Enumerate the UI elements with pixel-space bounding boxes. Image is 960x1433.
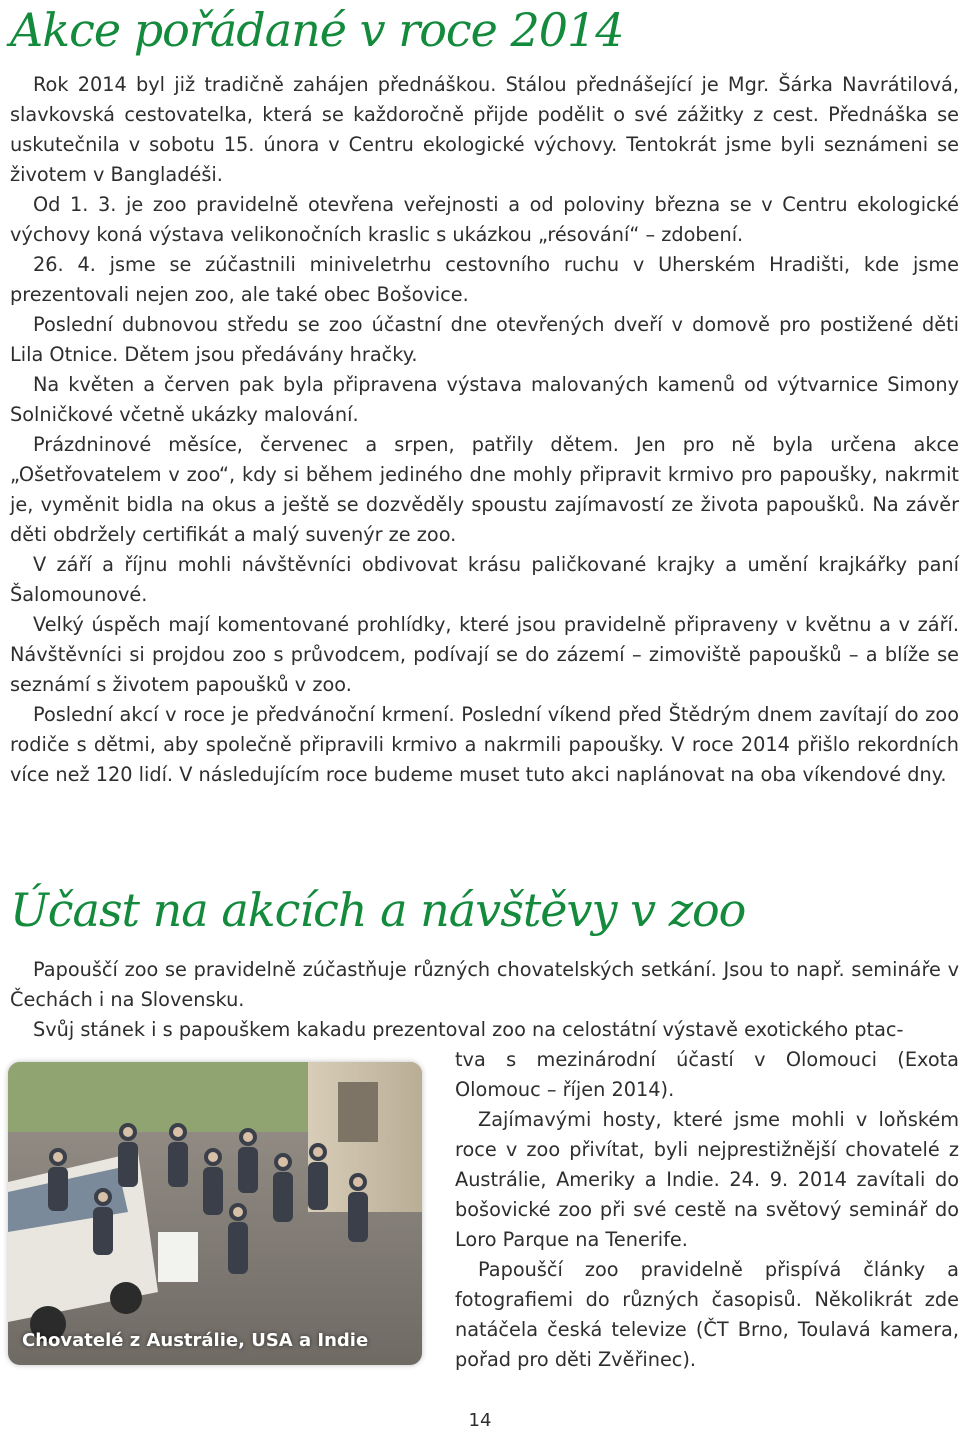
paragraph: Zajímavými hosty, které jsme mohli v loňském roce v zoo přivítat, byli nejprestižnější chovatelé z Austrálie, Ameriky a Indie. 24. 9. 2014 zavítali do bošovické zoo při své cestě na světový seminář do Loro Parque na Tenerife. [455, 1108, 959, 1251]
paragraph: Na květen a červen pak byla připravena výstava malovaných kamenů od výtvarnice Simony Solničkové včetně ukázky malování. [10, 373, 959, 426]
events-2014-text [10, 70, 959, 790]
paragraph: Prázdninové měsíce, červenec a srpen, patřily dětem. Jen pro ně byla určena akce „Ošetřovatelem v zoo“, kdy si během jediného dne mohly připravit krmivo pro papoušky, nakrmit je, vyměnit bidla na okus a ještě se dozvěděly spoustu zajímavostí ze života papoušků. Na závěr děti obdržely certifikát a malý suvenýr ze zoo. [10, 433, 959, 546]
breeders-group-photo [8, 1062, 422, 1365]
paragraph: Papouščí zoo se pravidelně zúčastňuje různých chovatelských setkání. Jsou to např. semináře v Čechách i na Slovensku. [10, 958, 959, 1011]
section-heading-participation: Účast na akcích a návštěvy v zoo [10, 883, 746, 937]
paragraph: 26. 4. jsme se zúčastnili miniveletrhu cestovního ruchu v Uherském Hradišti, kde jsme prezentovali nejen zoo, ale také obec Bošovice. [10, 253, 959, 306]
paragraph: Od 1. 3. je zoo pravidelně otevřena veřejnosti a od poloviny března se v Centru ekologické výchovy koná výstava velikonočních kraslic s ukázkou „résování“ – zdobení. [10, 193, 959, 246]
participation-text-top [10, 955, 959, 1045]
paragraph: Poslední dubnovou středu se zoo účastní dne otevřených dveří v domově pro postižené děti Lila Otnice. Dětem jsou předávány hračky. [10, 313, 959, 366]
paragraph: Svůj stánek i s papouškem kakadu prezentoval zoo na celostátní výstavě exotického ptac- [33, 1018, 904, 1041]
paragraph: Poslední akcí v roce je předvánoční krmení. Poslední víkend před Štědrým dnem zavítají do zoo rodiče s dětmi, aby společně připravili krmivo a nakrmili papoušky. V roce 2014 přišlo rekordních více než 120 lidí. V následujícím roce budeme muset tuto akci naplánovat na oba víkendové dny. [10, 703, 959, 786]
paragraph: V září a říjnu mohli návštěvníci obdivovat krásu paličkované krajky a umění krajkářky paní Šalomounové. [10, 553, 959, 606]
paragraph: Papouščí zoo pravidelně přispívá články a fotografiemi do různých časopisů. Několikrát zde natáčela česká televize (ČT Brno, Toulavá kamera, pořad pro děti Zvěřinec). [455, 1258, 959, 1371]
paragraph: tva s mezinárodní účastí v Olomouci (Exota Olomouc – říjen 2014). [455, 1048, 959, 1101]
paragraph: Velký úspěch mají komentované prohlídky, které jsou pravidelně připraveny v květnu a v září. Návštěvníci si projdou zoo s průvodcem, podívají se do zázemí – zimoviště papoušků – a blíže se seznámí s životem papoušků v zoo. [10, 613, 959, 696]
participation-text-right [455, 1045, 959, 1375]
section-heading-events-2014: Akce pořádané v roce 2014 [10, 3, 624, 57]
photo-caption: Chovatelé z Austrálie, USA a Indie [22, 1330, 369, 1351]
paragraph: Rok 2014 byl již tradičně zahájen přednáškou. Stálou přednášející je Mgr. Šárka Navrátilová, slavkovská cestovatelka, která se každoročně přijde podělit o své zážitky z cest. Přednáška se uskutečnila v sobotu 15. února v Centru ekologické výchovy. Tentokrát jsme byli seznámeni se životem v Bangladéši. [10, 73, 959, 186]
page-number: 14 [468, 1410, 492, 1431]
